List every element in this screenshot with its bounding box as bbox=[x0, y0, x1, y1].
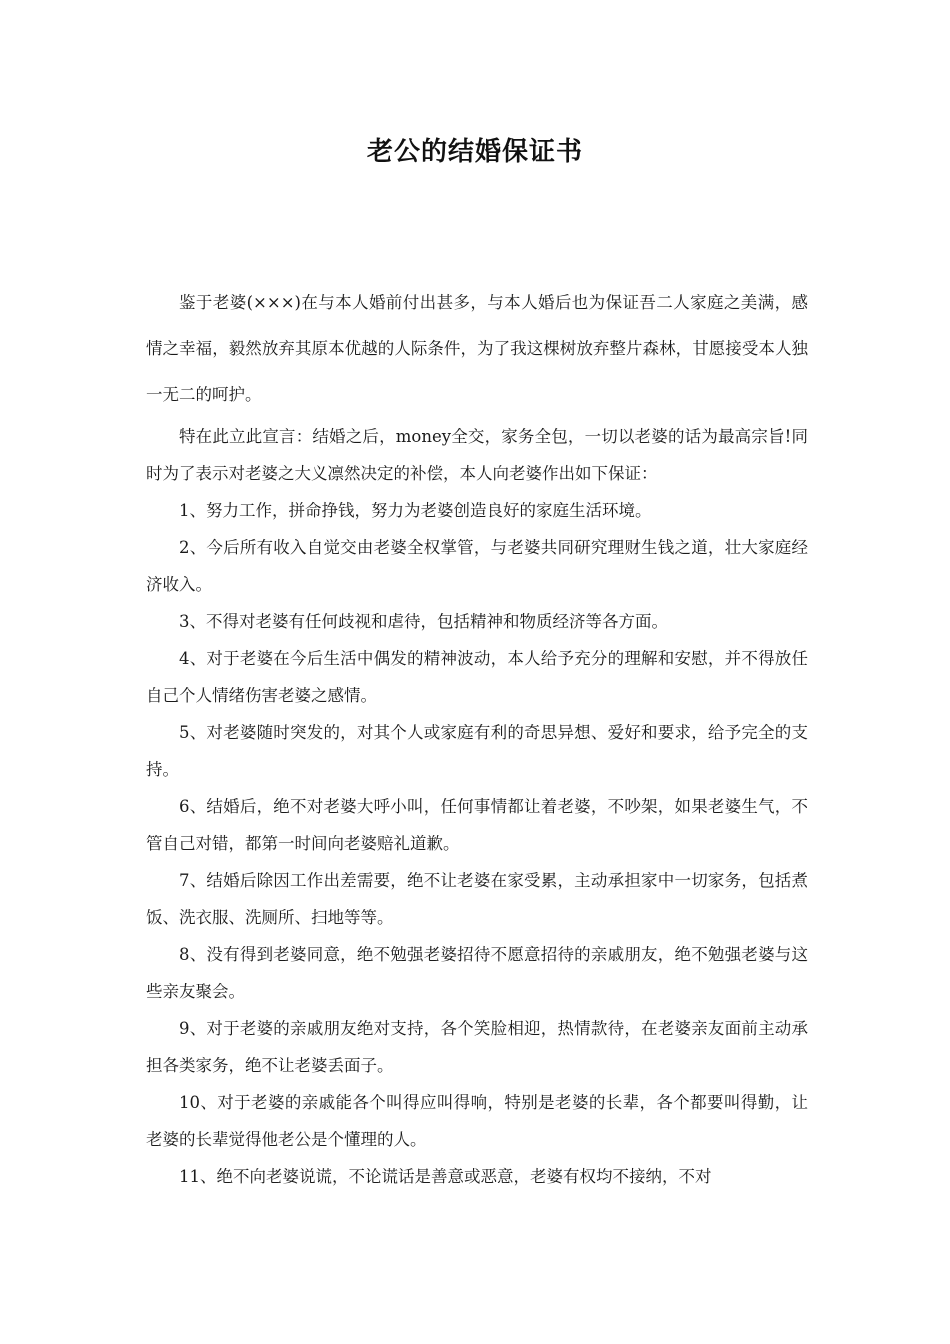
paragraph-item-3: 3、不得对老婆有任何歧视和虐待，包括精神和物质经济等各方面。 bbox=[179, 612, 668, 631]
paragraph-item-8: 8、没有得到老婆同意，绝不勉强老婆招待不愿意招待的亲戚朋友，绝不勉强老婆与这些亲友聚会。 bbox=[146, 945, 808, 1001]
document-body bbox=[146, 280, 808, 1195]
paragraph-item-11: 11、绝不向老婆说谎，不论谎话是善意或恶意，老婆有权均不接纳，不对 bbox=[179, 1167, 712, 1186]
paragraph-item-7: 7、结婚后除因工作出差需要，绝不让老婆在家受累，主动承担家中一切家务，包括煮饭、洗衣服、洗厕所、扫地等等。 bbox=[146, 871, 808, 927]
paragraph-item-6: 6、结婚后，绝不对老婆大呼小叫，任何事情都让着老婆，不吵架，如果老婆生气，不管自己对错，都第一时间向老婆赔礼道歉。 bbox=[146, 797, 808, 853]
paragraph-declaration: 特在此立此宣言：结婚之后，money全交，家务全包，一切以老婆的话为最高宗旨!同时为了表示对老婆之大义凛然决定的补偿，本人向老婆作出如下保证： bbox=[146, 427, 808, 483]
paragraph-item-4: 4、对于老婆在今后生活中偶发的精神波动，本人给予充分的理解和安慰，并不得放任自己个人情绪伤害老婆之感情。 bbox=[146, 649, 808, 705]
paragraph-preamble: 鉴于老婆(×××)在与本人婚前付出甚多，与本人婚后也为保证吾二人家庭之美满，感情之幸福，毅然放弃其原本优越的人际条件，为了我这棵树放弃整片森林，甘愿接受本人独一无二的呵护。 bbox=[146, 293, 808, 404]
paragraph-item-5: 5、对老婆随时突发的，对其个人或家庭有利的奇思异想、爱好和要求，给予完全的支持。 bbox=[146, 723, 808, 779]
document-title: 老公的结婚保证书 bbox=[366, 137, 583, 167]
paragraph-item-1: 1、努力工作，拼命挣钱，努力为老婆创造良好的家庭生活环境。 bbox=[179, 501, 652, 520]
paragraph-item-9: 9、对于老婆的亲戚朋友绝对支持，各个笑脸相迎，热情款待，在老婆亲友面前主动承担各类家务，绝不让老婆丢面子。 bbox=[146, 1019, 808, 1075]
paragraph-item-10: 10、对于老婆的亲戚能各个叫得应叫得响，特别是老婆的长辈，各个都要叫得勤，让老婆的长辈觉得他老公是个懂理的人。 bbox=[146, 1093, 808, 1149]
paragraph-item-2: 2、今后所有收入自觉交由老婆全权掌管，与老婆共同研究理财生钱之道，壮大家庭经济收入。 bbox=[146, 538, 808, 594]
